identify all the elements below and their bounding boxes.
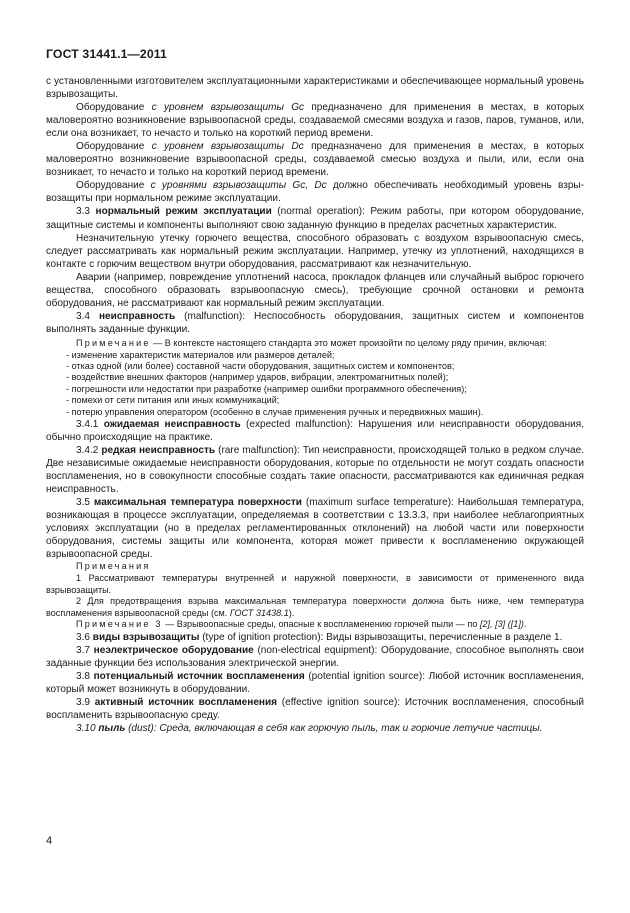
- definition-3-6: 3.6 виды взрывозащиты (type of ignition protection): Виды взрывозащиты, перечисленные в разделе 1.: [76, 632, 563, 644]
- list-item: - погрешности или недостатки при разработке (например ошибки программного обеспечения);: [46, 384, 584, 395]
- document-header: ГОСТ 31441.1—2011: [46, 47, 167, 61]
- list-item: - изменение характеристик материалов или размеров деталей;: [46, 350, 584, 361]
- note-3-5-1: 1 Рассматривают температуры внутренней и наружной поверхности, в зависимости от примененного вида взрывозащиты.: [46, 573, 584, 595]
- definition-3-4-1: 3.4.1 ожидаемая неисправность (expected malfunction): Нарушения или неисправности оборудования, обычно происходящие на практике.: [46, 418, 584, 444]
- malfunction-causes-list: [46, 350, 584, 418]
- page-number: 4: [46, 835, 53, 847]
- paragraph-dc: Оборудование с уровнем взрывозащиты Dc предназначено для применения в местах, в которых маловероятно возникновение взрывоопасной среды, создаваемой смесью воздуха и пыли, или, если она возникает, то нечасто и только на короткий период времени.: [46, 141, 584, 179]
- list-item: - воздействие внешних факторов (например ударов, вибрации, электромагнитных полей);: [46, 372, 584, 383]
- note-3-4: Примечание — В контексте настоящего стандарта это может произойти по целому ряду причин, включая:: [76, 337, 547, 348]
- paragraph-gc: Оборудование с уровнем взрывозащиты Gc предназначено для применения в местах, в которых маловероятно возникновение взрывоопасной среды, создаваемой смесями воздуха и газов, паров, туманов, или, если она возникает, то нечасто и только на короткий период времени.: [46, 102, 584, 140]
- list-item: - потерю управления оператором (особенно в случае применения ручных и передвижных машин).: [46, 407, 584, 418]
- definition-3-8: 3.8 потенциальный источник воспламенения (potential ignition source): Любой источник воспламенения, который может возникнуть в оборудовании.: [46, 671, 584, 696]
- paragraph-3-3-leak: Незначительную утечку горючего вещества, способного образовать с воздухом взрывоопасную смесь, следует рассматривать как нормальный режим эксплуатации. Например, утечку из уплотнений, находящихся в контакте с горючим веществом внутри оборудования, рассматривают как незначительную.: [46, 232, 584, 270]
- definition-3-4: 3.4 неисправность (malfunction): Неспособность оборудования, защитных систем и компонентов выполнять заданные функции.: [46, 310, 584, 335]
- definition-3-4-2: 3.4.2 редкая неисправность (rare malfunction): Тип неисправности, происходящей только в редком случае. Две независимые ожидаемые неисправности оборудования, которые по отдельности не могут создать опасности воспламенения, но в совокупности способные создать такие опасности, рассматриваются как единичная редкая неисправность.: [46, 445, 584, 496]
- definition-3-5: 3.5 максимальная температура поверхности (maximum surface temperature): Наибольшая температура, возникающая в процессе эксплуатации, определяемая в соответствии с 13.3.3, при наиболее неблагоприятных условиях эксплуатации (но в пределах регламентированных отклонений) на любой части или поверхности оборудования, системы защиты или компонента, которая может привести к воспламенению окружающей взрывоопасной среды.: [46, 497, 584, 561]
- definition-3-3: 3.3 нормальный режим эксплуатации (normal operation): Режим работы, при котором оборудование, защитные системы и компоненты выполняют свою заданную функцию в пределах расчетных характеристик.: [46, 206, 584, 231]
- paragraph-gc-dc: Оборудование с уровнями взрывозащиты Gc, Dc должно обеспечивать необходимый уровень взрывозащиты при нормальном режиме эксплуатации.: [46, 180, 584, 205]
- list-item: - отказ одной (или более) составной части оборудования, защитных систем и компонентов;: [46, 361, 584, 372]
- definition-3-10: 3.10 пыль (dust): Среда, включающая в себя как горючую пыль, так и горючие летучие частицы.: [76, 723, 543, 735]
- note-3-5-2: 2 Для предотвращения взрыва максимальная температура поверхности должна быть ниже, чем температура воспламенения взрывоопасной среды (см. ГОСТ 31438.1).: [46, 596, 584, 618]
- note-3-5-3: Примечание 3 — Взрывоопасные среды, опасные к воспламенению горючей пыли — по [2], [3] ([1]).: [76, 619, 527, 630]
- definition-3-9: 3.9 активный источник воспламенения (effective ignition source): Источник воспламенения, способный воспламенить взрывоопасную среду.: [46, 697, 584, 722]
- paragraph-continuation: с установленными изготовителем эксплуатационными характеристиками и обеспечивающее нормальный уровень взрывозащиты.: [46, 76, 584, 101]
- document-body: [46, 75, 584, 735]
- paragraph-3-3-accidents: Аварии (например, повреждение уплотнений насоса, прокладок фланцев или случайный выброс горючего вещества, способного образовать взрывоопасную смесь), требующие срочной остановки и ремонта оборудования, не рассматривают как нормальный режим эксплуатации.: [46, 271, 584, 309]
- definition-3-7: 3.7 неэлектрическое оборудование (non-electrical equipment): Оборудование, способное выполнять свои заданные функции без использования электрической энергии.: [46, 645, 584, 670]
- list-item: - помехи от сети питания или иных коммуникаций;: [46, 395, 584, 406]
- notes-3-5-label: Примечания: [76, 561, 151, 572]
